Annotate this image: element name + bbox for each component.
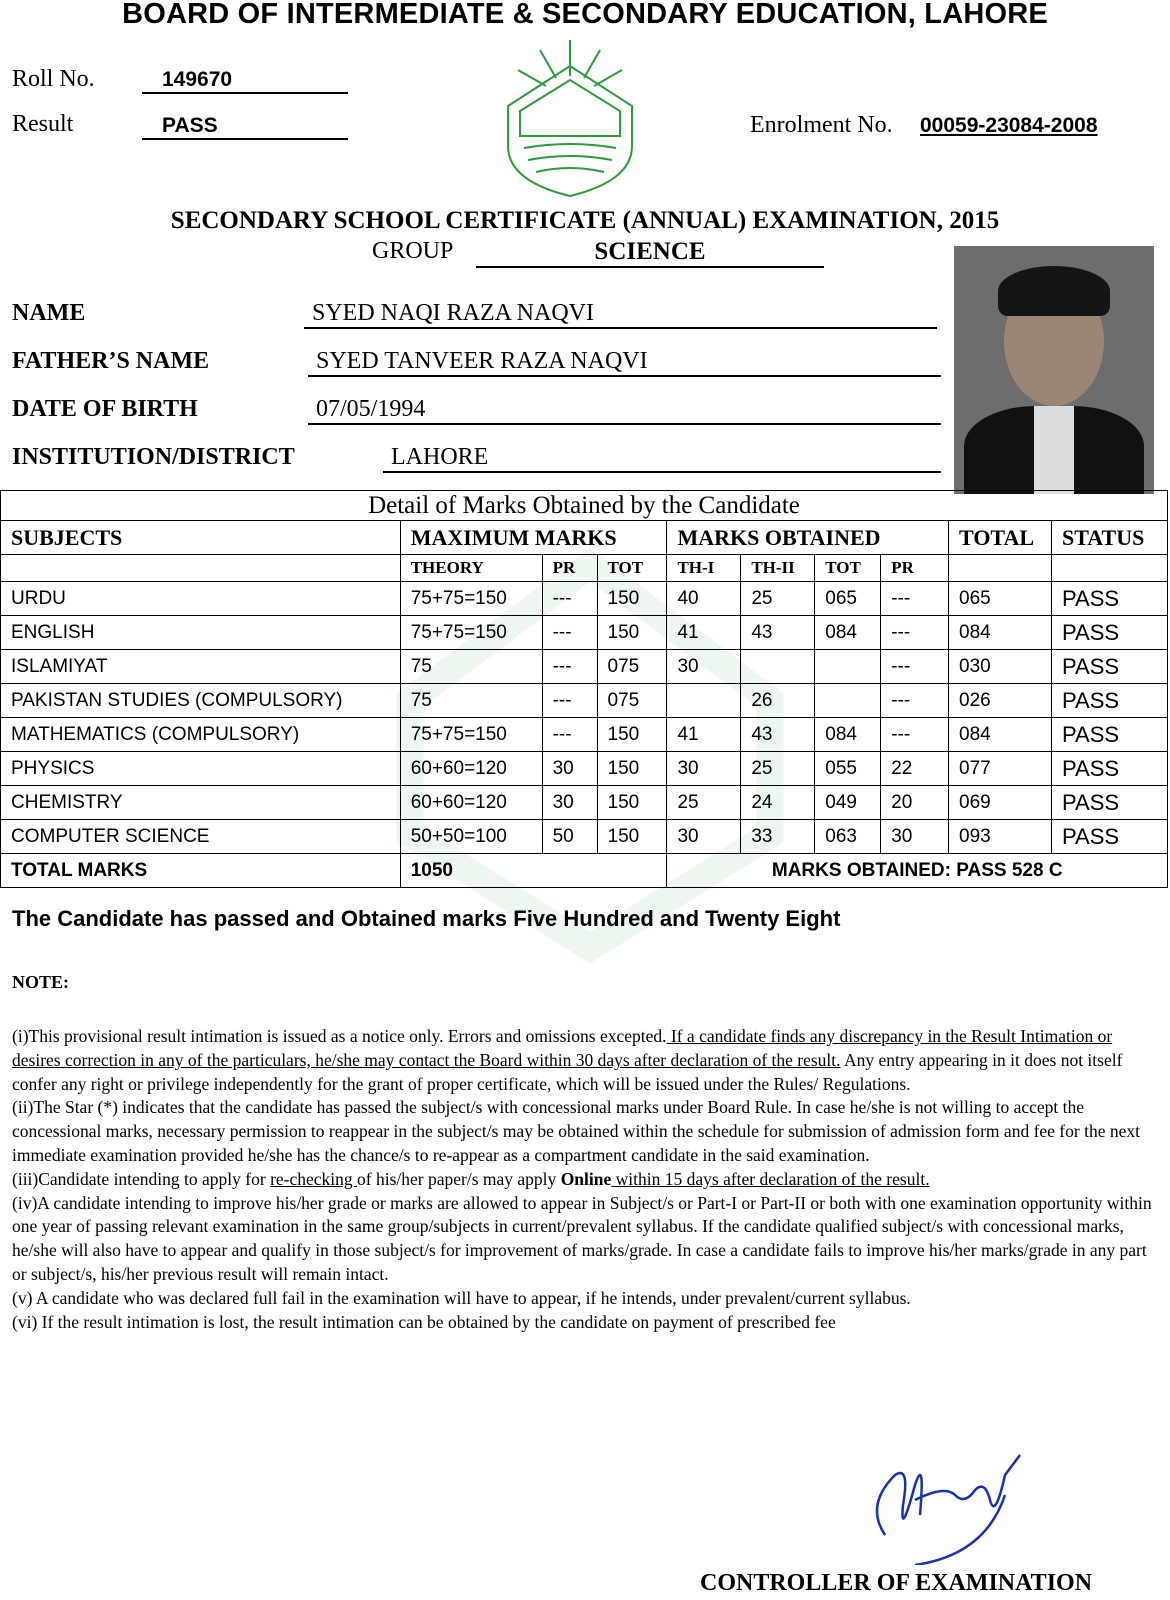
status-cell: PASS (1052, 820, 1168, 854)
subject-name: PHYSICS (1, 752, 401, 786)
marks-cell: 30 (881, 820, 949, 854)
subject-name: CHEMISTRY (1, 786, 401, 820)
marks-cell (815, 684, 881, 718)
marks-cell: 41 (667, 616, 741, 650)
status-cell: PASS (1052, 650, 1168, 684)
marks-cell: 075 (597, 650, 667, 684)
status-cell: PASS (1052, 718, 1168, 752)
table-row (1, 582, 1168, 616)
marks-cell: 20 (881, 786, 949, 820)
candidate-photo (954, 246, 1154, 494)
status-cell: PASS (1052, 752, 1168, 786)
marks-cell: 150 (597, 786, 667, 820)
marks-cell: --- (881, 616, 949, 650)
header-status: STATUS (1052, 521, 1168, 555)
dob-label: DATE OF BIRTH (12, 396, 198, 422)
marks-cell: 30 (667, 820, 741, 854)
table-row (1, 650, 1168, 684)
marks-cell: 084 (815, 718, 881, 752)
marks-cell (667, 684, 741, 718)
note-1: (i)This provisional result intimation is issued as a notice only. Errors and omissions excepted. If a candidate finds any discrepancy in the Result Intimation or desires correction in any of the particulars, he/she may contact the Board within 30 days after declaration of the result. Any entry appearing in it does not itself confer any right or privilege independently for the grant of proper certificate, which will be issued under the Rules/ Regulations. (12, 1026, 1123, 1094)
subheader-cell: TOT (597, 555, 667, 582)
marks-cell: 30 (667, 752, 741, 786)
marks-cell: 026 (949, 684, 1052, 718)
total-row (1, 854, 1168, 888)
status-cell: PASS (1052, 786, 1168, 820)
marks-cell: 30 (542, 786, 597, 820)
dob-value: 07/05/1994 (308, 396, 941, 425)
subheader-blank (1052, 555, 1168, 582)
marks-cell: 60+60=120 (400, 786, 542, 820)
total-max-marks: 1050 (400, 854, 667, 888)
marks-cell: --- (881, 582, 949, 616)
group-label: GROUP (372, 238, 454, 264)
marks-cell: 049 (815, 786, 881, 820)
enrolment-label: Enrolment No. (750, 112, 893, 138)
pass-statement: The Candidate has passed and Obtained marks Five Hundred and Twenty Eight (12, 906, 841, 931)
marks-cell: --- (542, 650, 597, 684)
header-marks-obtained: MARKS OBTAINED (667, 521, 949, 555)
table-title: Detail of Marks Obtained by the Candidate (1, 491, 1168, 521)
subheader-cell: PR (542, 555, 597, 582)
marks-cell: 25 (741, 752, 815, 786)
total-marks-label: TOTAL MARKS (1, 854, 401, 888)
subheader-cell: PR (881, 555, 949, 582)
subheader-cell: TH-I (667, 555, 741, 582)
marks-cell: 25 (667, 786, 741, 820)
result-value: PASS (142, 114, 348, 140)
institution-label: INSTITUTION/DISTRICT (12, 444, 295, 470)
notes-section (12, 1025, 1152, 1334)
note-3: (iii)Candidate intending to apply for re-checking of his/her paper/s may apply Online within 15 days after declaration of the result. (12, 1168, 930, 1189)
table-row (1, 684, 1168, 718)
enrolment-value: 00059-23084-2008 (920, 114, 1098, 137)
marks-cell: 43 (741, 616, 815, 650)
subject-name: ISLAMIYAT (1, 650, 401, 684)
subheader-cell: TH-II (741, 555, 815, 582)
table-row (1, 616, 1168, 650)
board-title: BOARD OF INTERMEDIATE & SECONDARY EDUCATION, LAHORE (122, 0, 1048, 30)
marks-cell: --- (881, 650, 949, 684)
marks-cell: 077 (949, 752, 1052, 786)
marks-cell: --- (542, 684, 597, 718)
marks-cell: 150 (597, 582, 667, 616)
marks-cell: 075 (597, 684, 667, 718)
marks-cell: 065 (815, 582, 881, 616)
marks-cell: 084 (949, 616, 1052, 650)
subheader-cell: TOT (815, 555, 881, 582)
marks-cell: 084 (949, 718, 1052, 752)
subject-name: ENGLISH (1, 616, 401, 650)
marks-cell: 065 (949, 582, 1052, 616)
marks-cell: 069 (949, 786, 1052, 820)
marks-cell (815, 650, 881, 684)
marks-cell: 030 (949, 650, 1052, 684)
institution-value: LAHORE (383, 444, 941, 473)
note-6: (vi) If the result intimation is lost, the result intimation can be obtained by the candidate on payment of prescribed fee (12, 1311, 836, 1332)
marks-cell: 22 (881, 752, 949, 786)
note-label: NOTE: (12, 972, 70, 992)
marks-cell: --- (542, 616, 597, 650)
table-row (1, 820, 1168, 854)
status-cell: PASS (1052, 582, 1168, 616)
marks-cell: 40 (667, 582, 741, 616)
marks-cell: 25 (741, 582, 815, 616)
marks-table (0, 490, 1168, 888)
header-subjects: SUBJECTS (1, 521, 401, 555)
marks-cell: 26 (741, 684, 815, 718)
name-value: SYED NAQI RAZA NAQVI (304, 300, 937, 329)
marks-cell: 75+75=150 (400, 616, 542, 650)
note-2: (ii)The Star (*) indicates that the candidate has passed the subject/s with concessional marks under Board Rule. In case he/she is not willing to accept the concessional marks, necessary permission to reappear in the subject/s may be obtained within the schedule for submission of admission form and fee for the next immediate examination provided he/she has the chance/s to re-appear as a compartment candidate in the said examination. (12, 1097, 1140, 1165)
controller-signature (855, 1445, 1035, 1565)
note-4: (iv)A candidate intending to improve his/her grade or marks are allowed to appear in Subject/s or Part-I or Part-II or both with one examination opportunity within one year of passing relevant examination in the same group/subjects in current/prevalent syllabus. If the candidate qualified subject/s with concessional marks, he/she will also have to appear and qualify in those subject/s for improvement of marks/grade. In case a candidate fails to improve his/her marks/grade in any part or subject/s, his/her previous result will remain intact. (12, 1192, 1152, 1284)
marks-cell: 084 (815, 616, 881, 650)
marks-obtained-summary: MARKS OBTAINED: PASS 528 C (667, 854, 1168, 888)
header-maximum-marks: MAXIMUM MARKS (400, 521, 667, 555)
marks-cell: 50+50=100 (400, 820, 542, 854)
marks-cell: --- (542, 718, 597, 752)
marks-cell: 150 (597, 752, 667, 786)
marks-cell: 055 (815, 752, 881, 786)
subject-name: COMPUTER SCIENCE (1, 820, 401, 854)
father-name-value: SYED TANVEER RAZA NAQVI (308, 348, 941, 377)
note-5: (v) A candidate who was declared full fail in the examination will have to appear, if he intends, under prevalent/current syllabus. (12, 1287, 911, 1308)
father-name-label: FATHER’S NAME (12, 348, 210, 374)
marks-cell: 30 (542, 752, 597, 786)
table-row (1, 718, 1168, 752)
marks-cell: 43 (741, 718, 815, 752)
marks-cell: 60+60=120 (400, 752, 542, 786)
board-logo-icon (500, 36, 640, 200)
roll-value: 149670 (142, 68, 348, 94)
table-row (1, 752, 1168, 786)
header-total: TOTAL (949, 521, 1052, 555)
marks-cell: 75+75=150 (400, 582, 542, 616)
marks-cell: 33 (741, 820, 815, 854)
result-label: Result (12, 111, 74, 137)
marks-cell: 41 (667, 718, 741, 752)
marks-cell: 150 (597, 616, 667, 650)
subheader-cell: THEORY (400, 555, 542, 582)
subheader-blank (1, 555, 401, 582)
marks-cell: --- (881, 684, 949, 718)
group-value: SCIENCE (476, 238, 824, 268)
status-cell: PASS (1052, 684, 1168, 718)
marks-cell (741, 650, 815, 684)
marks-cell: --- (881, 718, 949, 752)
table-row (1, 786, 1168, 820)
marks-cell: 30 (667, 650, 741, 684)
marks-cell: 50 (542, 820, 597, 854)
controller-title: CONTROLLER OF EXAMINATION (700, 1570, 1093, 1596)
subject-name: PAKISTAN STUDIES (COMPULSORY) (1, 684, 401, 718)
roll-label: Roll No. (12, 66, 95, 92)
status-cell: PASS (1052, 616, 1168, 650)
subject-name: URDU (1, 582, 401, 616)
subject-name: MATHEMATICS (COMPULSORY) (1, 718, 401, 752)
marks-cell: 24 (741, 786, 815, 820)
marks-cell: 75 (400, 650, 542, 684)
marks-cell: 150 (597, 820, 667, 854)
marks-cell: 150 (597, 718, 667, 752)
name-label: NAME (12, 300, 86, 326)
marks-cell: 75 (400, 684, 542, 718)
subheader-blank (949, 555, 1052, 582)
marks-cell: 063 (815, 820, 881, 854)
marks-cell: 093 (949, 820, 1052, 854)
exam-title: SECONDARY SCHOOL CERTIFICATE (ANNUAL) EXAMINATION, 2015 (170, 207, 1000, 234)
marks-cell: 75+75=150 (400, 718, 542, 752)
marks-cell: --- (542, 582, 597, 616)
